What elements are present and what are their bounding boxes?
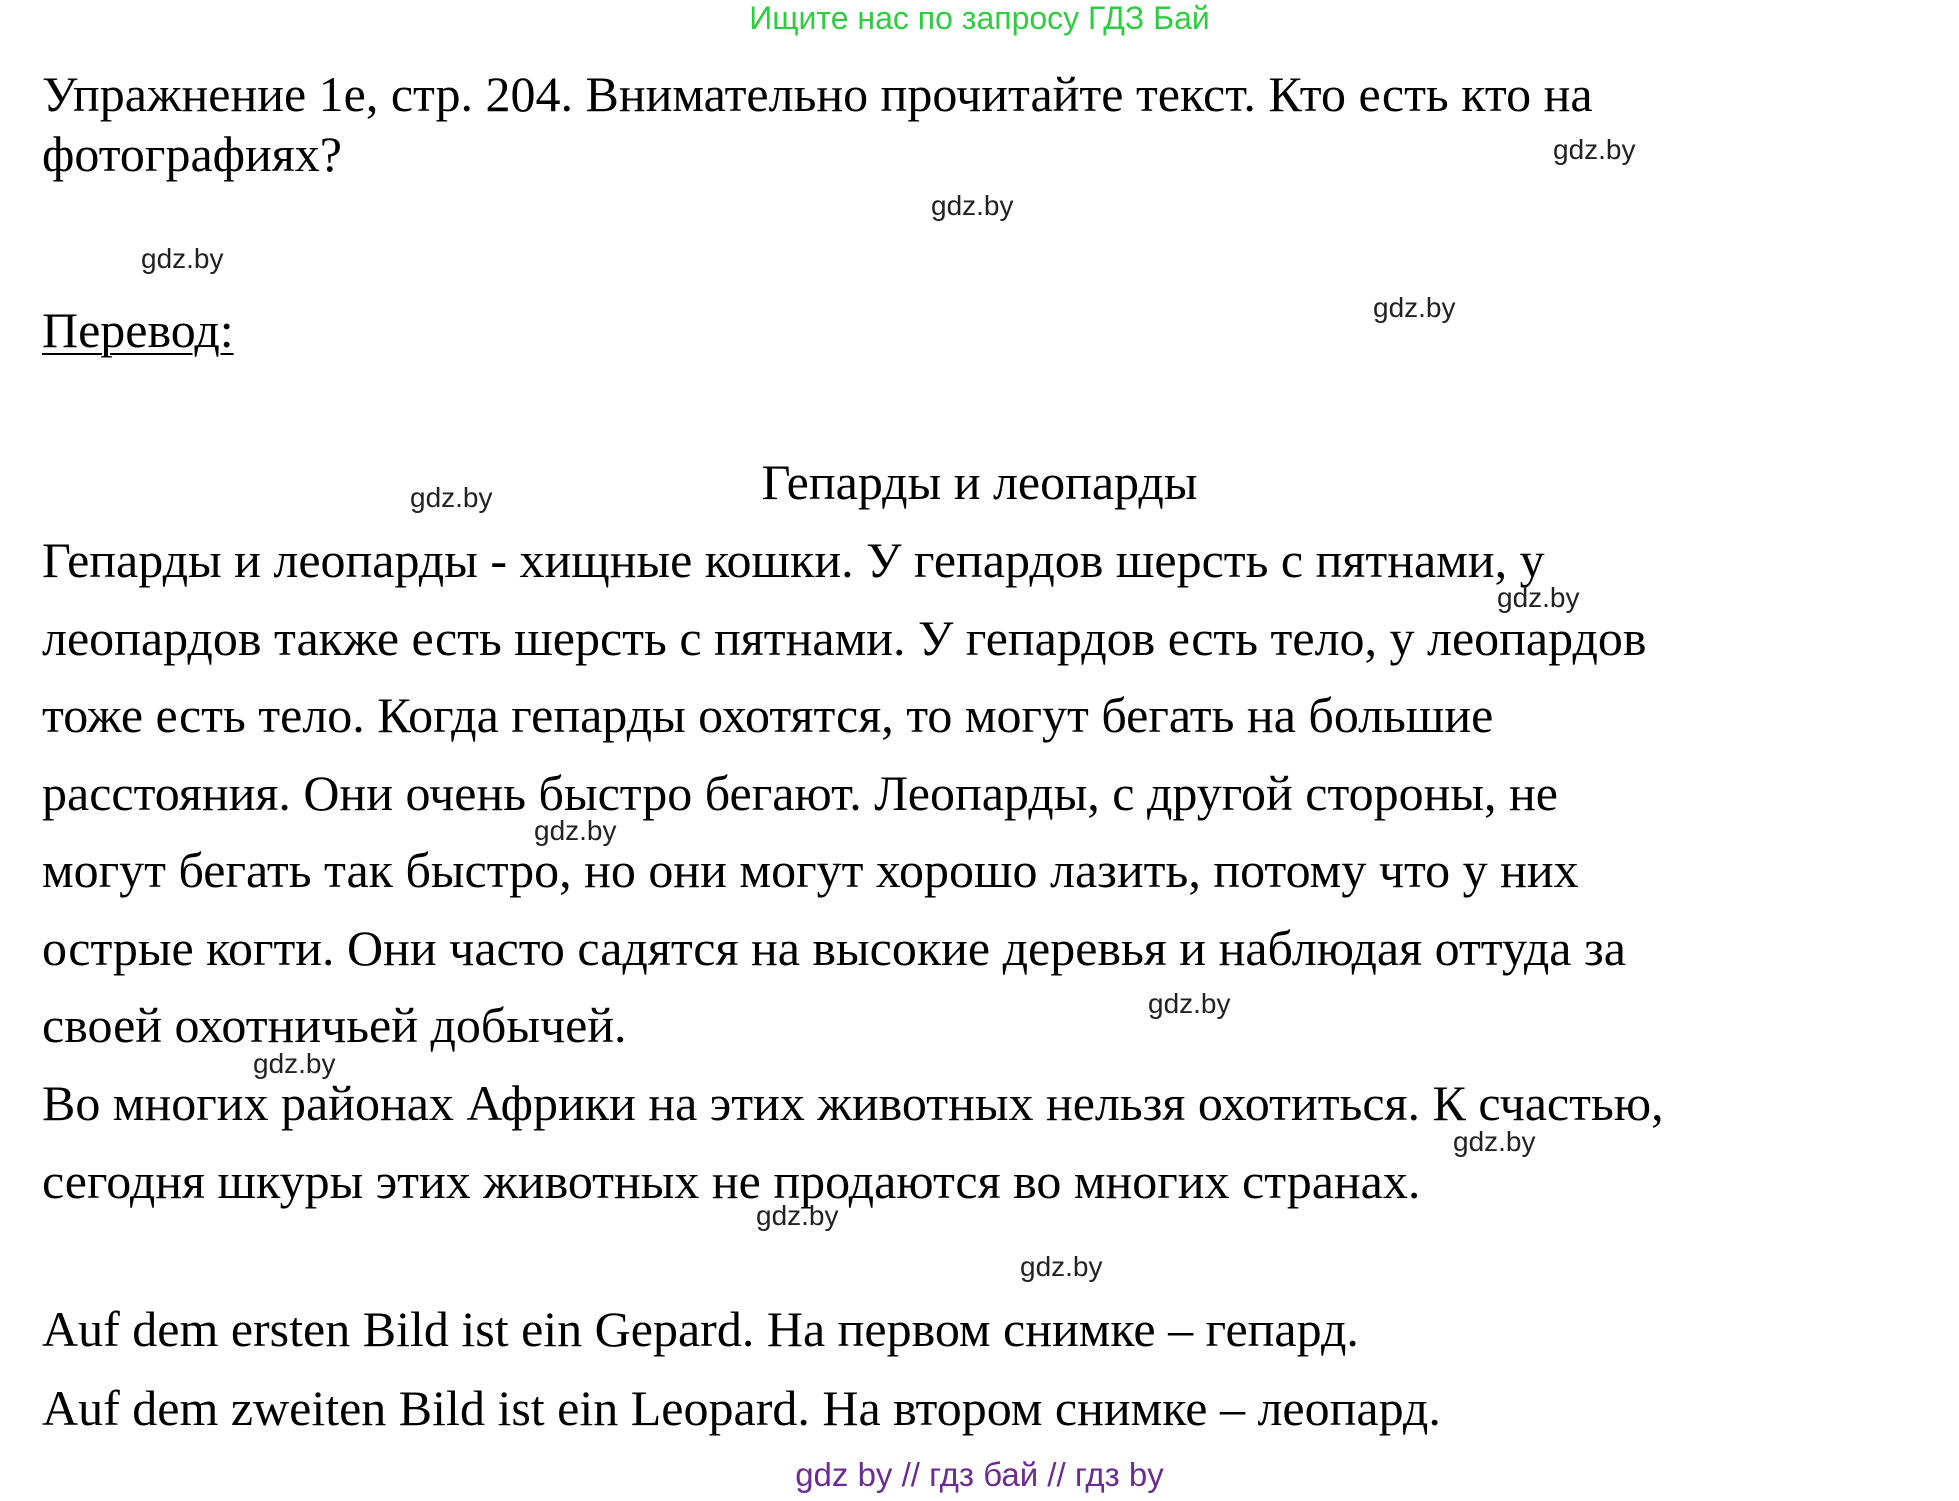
paragraph-line: Гепарды и леопарды - хищные кошки. У гепардов шерсть с пятнами, у	[42, 532, 1545, 588]
story-paragraph-2	[42, 1065, 1942, 1220]
paragraph-line: могут бегать так быстро, но они могут хорошо лазить, потому что у них	[42, 842, 1579, 898]
task-line-1: Упражнение 1е, стр. 204. Внимательно прочитайте текст. Кто есть кто на	[42, 66, 1593, 122]
story-paragraph-1	[42, 522, 1942, 1065]
paragraph-line: своей охотничьей добычей.	[42, 997, 627, 1053]
paragraph-line: тоже есть тело. Когда гепарды охотятся, то могут бегать на большие	[42, 687, 1494, 743]
watermark: gdz.by	[1373, 292, 1456, 323]
answer-line-1: Auf dem ersten Bild ist ein Gepard. На первом снимке – гепард.	[42, 1301, 1359, 1357]
answer-line-2: Auf dem zweiten Bild ist ein Leopard. На втором снимке – леопард.	[42, 1380, 1441, 1436]
paragraph-line: сегодня шкуры этих животных не продаются во многих странах.	[42, 1152, 1421, 1209]
watermark: gdz.by	[410, 482, 493, 513]
watermark: gdz.by	[253, 1048, 336, 1079]
paragraph-line: острые когти. Они часто садятся на высокие деревья и наблюдая оттуда за	[42, 919, 1626, 976]
watermark: gdz.by	[931, 190, 1014, 221]
top-banner: Ищите нас по запросу ГДЗ Бай	[749, 0, 1210, 36]
watermark: gdz.by	[1020, 1251, 1103, 1282]
paragraph-line: леопардов также есть шерсть с пятнами. У гепардов есть тело, у леопардов	[42, 609, 1647, 666]
task-line-2: фотографиях?	[42, 126, 342, 182]
watermark: gdz.by	[1553, 134, 1636, 165]
footer-site-links: gdz by // гдз бай // гдз by	[795, 1456, 1164, 1493]
paragraph-line: Во многих районах Африки на этих животных нельзя охотиться. К счастью,	[42, 1075, 1664, 1131]
watermark: gdz.by	[1497, 582, 1580, 613]
translation-heading: Перевод:	[42, 302, 234, 358]
paragraph-line: расстояния. Они очень быстро бегают. Леопарды, с другой стороны, не	[42, 764, 1558, 821]
watermark: gdz.by	[1453, 1126, 1536, 1157]
watermark: gdz.by	[141, 243, 224, 274]
watermark: gdz.by	[534, 815, 617, 846]
story-title: Гепарды и леопарды	[761, 454, 1198, 510]
watermark: gdz.by	[1148, 988, 1231, 1019]
watermark: gdz.by	[756, 1200, 839, 1231]
